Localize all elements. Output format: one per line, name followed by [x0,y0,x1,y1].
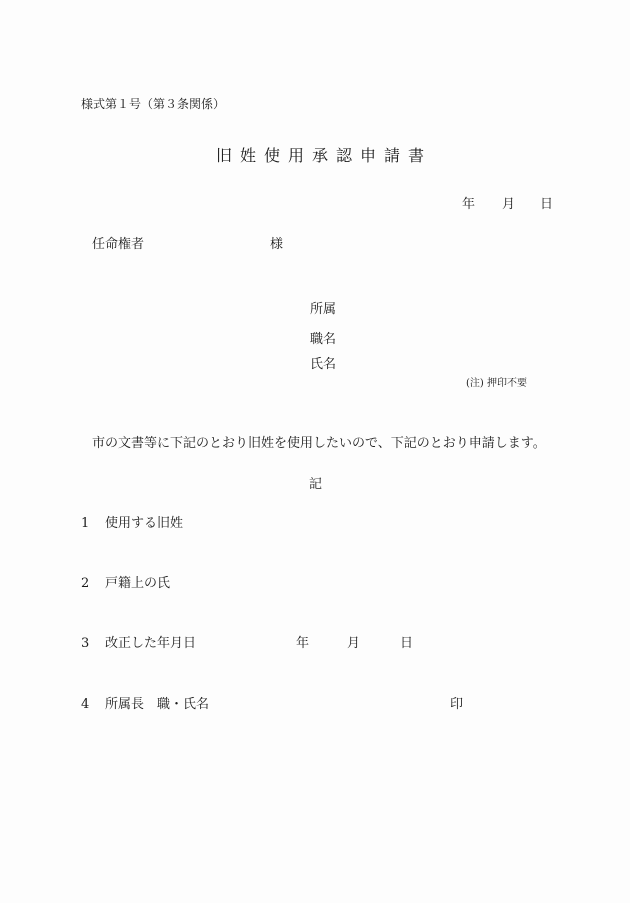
seal-mark: 印 [450,697,464,712]
revision-day-label: 日 [400,636,414,651]
name-label: 氏名 [310,357,337,372]
ki-heading: 記 [309,477,323,492]
affiliation-label: 所属 [310,302,337,317]
form-number: 様式第１号（第３条関係） [81,97,226,111]
date-year-label: 年 [462,197,476,212]
item-number: 4 [81,697,90,712]
item-number: 2 [81,576,90,591]
item-label-former-surname: 使用する旧姓 [105,516,184,531]
item-label-revision-date: 改正した年月日 [105,636,197,651]
addressee-suffix: 様 [270,237,284,252]
date-month-label: 月 [502,197,516,212]
revision-year-label: 年 [296,636,310,651]
item-number: 1 [81,516,90,531]
date-day-label: 日 [540,197,554,212]
item-number: 3 [81,636,90,651]
seal-not-required-note: (注) 押印不要 [466,378,527,389]
request-body-text: 市の文書等に下記のとおり旧姓を使用したいので、下記のとおり申請します。 [92,436,546,451]
addressee-label: 任命権者 [92,237,145,252]
revision-month-label: 月 [347,636,361,651]
position-label: 職名 [310,332,337,347]
item-label-supervisor: 所属長 職・氏名 [105,697,210,712]
document-title: 旧姓使用承認申請書 [216,146,433,165]
item-label-registered-surname: 戸籍上の氏 [105,576,171,591]
